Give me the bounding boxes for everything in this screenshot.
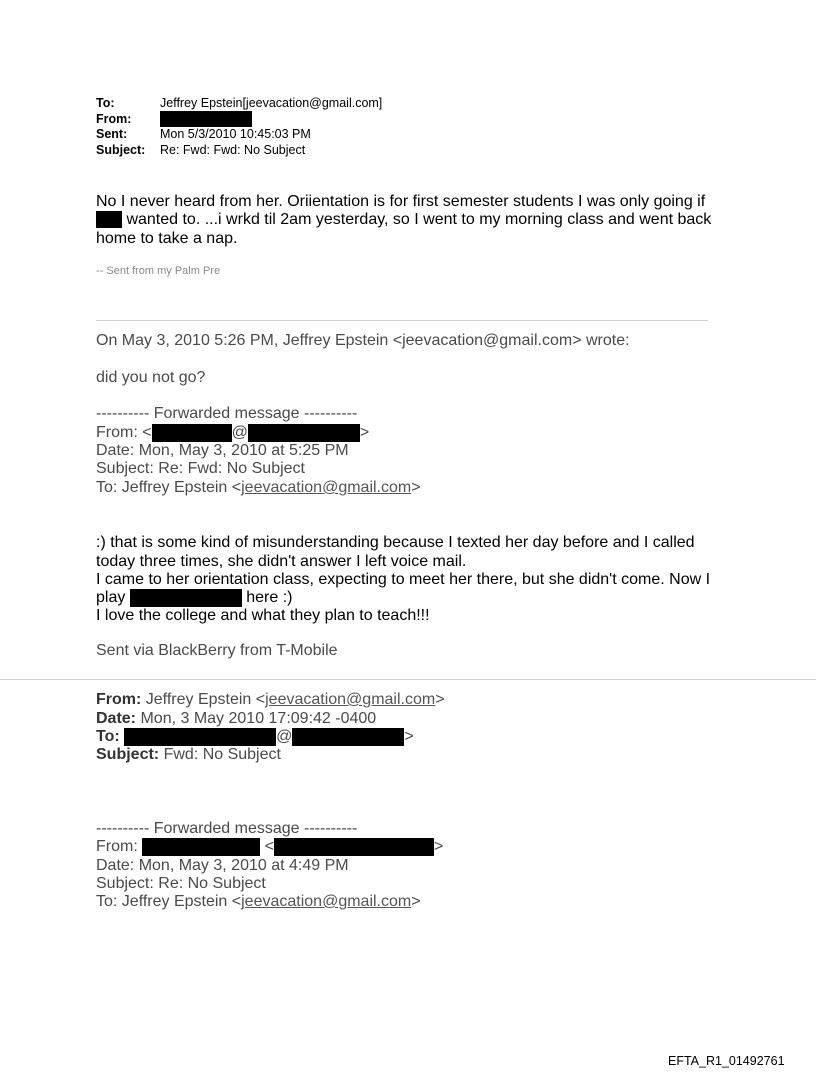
message-line: today three times, she didn't answer I left voice mail. <box>96 553 467 570</box>
to-label: To: <box>96 96 115 110</box>
from-prefix: From: <box>96 838 143 855</box>
redaction-box <box>160 111 252 127</box>
redaction-box <box>274 838 434 856</box>
date-label: Date: <box>96 710 137 727</box>
from-suffix: > <box>435 691 445 708</box>
to-line <box>96 727 414 746</box>
forwarded-header: ---------- Forwarded message ---------- <box>96 820 358 837</box>
palm-signature: -- Sent from my Palm Pre <box>96 265 221 277</box>
forwarded-to <box>96 478 421 497</box>
reply-line: home to take a nap. <box>96 230 238 247</box>
divider <box>96 320 708 321</box>
divider <box>0 679 816 680</box>
forwarded-from <box>96 423 369 442</box>
subject-value: Fwd: No Subject <box>159 746 281 763</box>
reply-line-text: wanted to. ...i wrkd til 2am yesterday, so I went to my morning class and went back <box>122 211 712 228</box>
from-label: From: <box>96 691 142 708</box>
reply-line: No I never heard from her. Oriientation is for first semester students I was only going if <box>96 193 706 210</box>
subject-label: Subject: <box>96 746 160 763</box>
message-line <box>96 588 292 607</box>
forwarded-date: Date: Mon, May 3, 2010 at 5:25 PM <box>96 442 349 459</box>
redaction-box <box>124 728 276 746</box>
message-text: here :) <box>241 589 293 606</box>
date-value: Mon, 3 May 2010 17:09:42 -0400 <box>136 710 377 727</box>
reply-line <box>96 210 711 229</box>
to-suffix: > <box>411 893 421 910</box>
from-suffix: > <box>359 424 370 441</box>
from-label: From: <box>96 112 132 126</box>
email-link[interactable]: jeevacation@gmail.com <box>265 691 436 708</box>
email-link[interactable]: jeevacation@gmail.com <box>241 479 412 496</box>
at-sign: @ <box>276 728 293 745</box>
email-link[interactable]: jeevacation@gmail.com <box>241 893 412 910</box>
redaction-box <box>96 211 122 228</box>
to-suffix: > <box>404 728 414 745</box>
to-prefix: To: Jeffrey Epstein < <box>96 893 242 910</box>
from-prefix: From: < <box>96 424 152 441</box>
quote-intro: On May 3, 2010 5:26 PM, Jeffrey Epstein <jeevacation@gmail.com> wrote: <box>96 332 630 349</box>
sent-value: Mon 5/3/2010 10:45:03 PM <box>160 127 311 141</box>
forwarded-from <box>96 837 443 856</box>
subject-value: Re: Fwd: Fwd: No Subject <box>160 143 306 157</box>
date-line <box>96 709 376 728</box>
message-line: I love the college and what they plan to teach!!! <box>96 607 430 624</box>
redaction-box <box>152 424 232 442</box>
message-line: I came to her orientation class, expecting to meet her there, but she didn't come. Now I <box>96 571 711 588</box>
subject-label: Subject: <box>96 143 146 157</box>
redaction-box <box>292 728 404 746</box>
subject-line <box>96 745 281 764</box>
to-value: Jeffrey Epstein[jeevacation@gmail.com] <box>160 96 383 110</box>
message-line: :) that is some kind of misunderstanding because I texted her day before and I called <box>96 534 695 551</box>
to-prefix: To: Jeffrey Epstein < <box>96 479 242 496</box>
redaction-box <box>248 424 360 442</box>
redaction-box <box>130 589 242 607</box>
from-suffix: > <box>434 838 444 855</box>
redaction-box <box>142 838 260 856</box>
message-text: play <box>96 589 130 606</box>
sent-label: Sent: <box>96 127 128 141</box>
to-label: To: <box>96 728 120 745</box>
from-mid: < <box>260 838 275 855</box>
forwarded-to <box>96 892 421 911</box>
quote-question: did you not go? <box>96 369 206 386</box>
forwarded-subject: Subject: Re: Fwd: No Subject <box>96 460 305 477</box>
blackberry-signature: Sent via BlackBerry from T-Mobile <box>96 642 338 659</box>
at-sign: @ <box>231 424 248 441</box>
to-suffix: > <box>411 479 421 496</box>
from-name: Jeffrey Epstein < <box>141 691 266 708</box>
forwarded-date: Date: Mon, May 3, 2010 at 4:49 PM <box>96 857 349 874</box>
forwarded-subject: Subject: Re: No Subject <box>96 875 266 892</box>
document-id: EFTA_R1_01492761 <box>668 1054 785 1068</box>
from-line <box>96 690 445 709</box>
forwarded-header: ---------- Forwarded message ---------- <box>96 405 358 422</box>
